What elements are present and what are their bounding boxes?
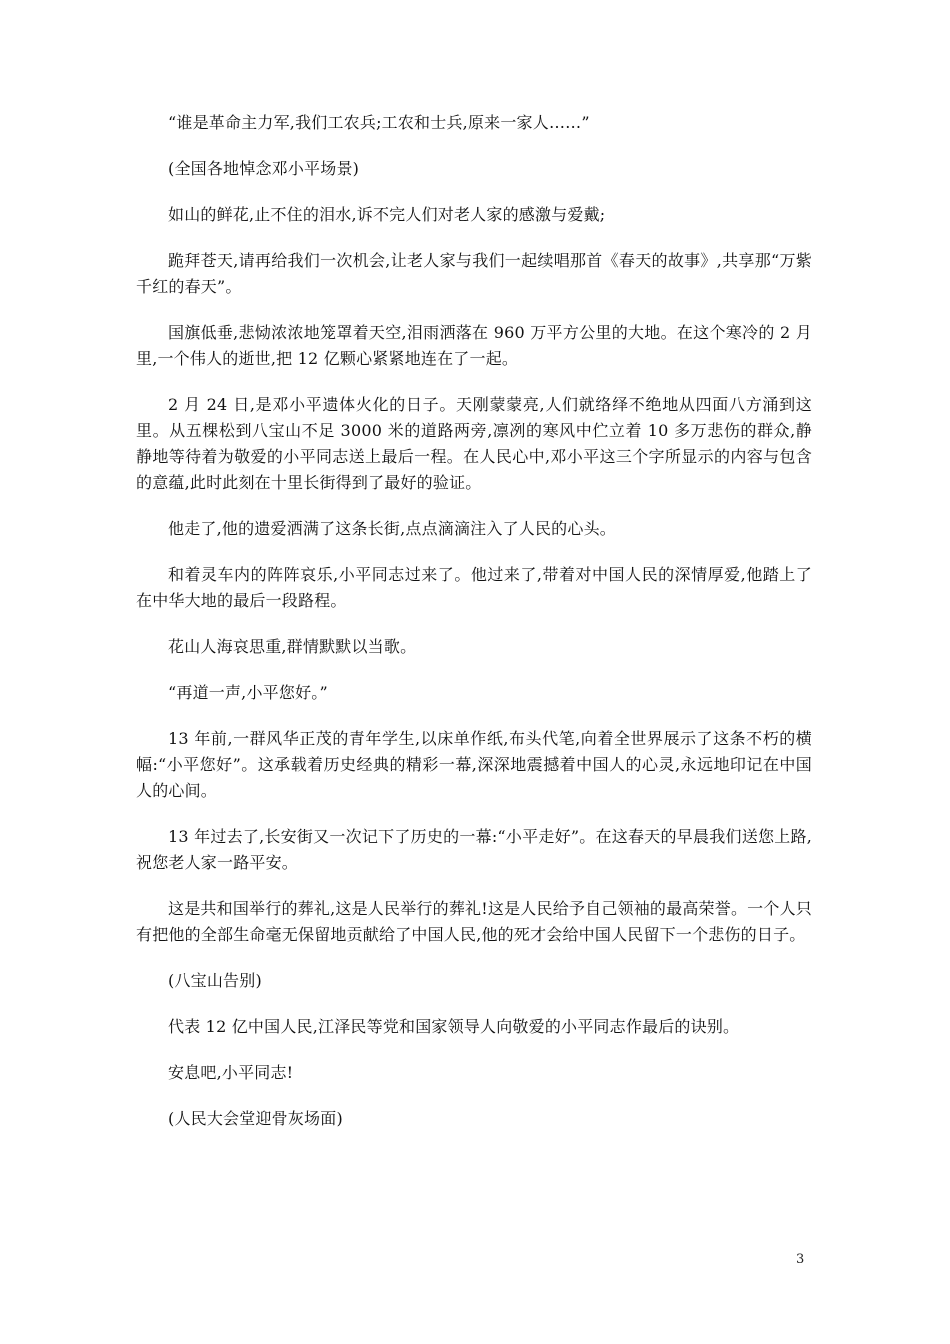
paragraph-10: “再道一声,小平您好。”	[168, 683, 328, 702]
page-number: 3	[796, 1252, 805, 1267]
paragraph-11: 13 年前,一群风华正茂的青年学生,以床单作纸,布头代笔,向着全世界展示了这条不朽的横幅:“小平您好”。这承载着历史经典的精彩一幕,深深地震撼着中国人的心灵,永远地印记在中国人的心间。	[136, 729, 812, 800]
paragraph-14: (八宝山告别)	[168, 971, 262, 990]
paragraph-3: 如山的鲜花,止不住的泪水,诉不完人们对老人家的感激与爱戴;	[168, 205, 606, 224]
paragraph-9: 花山人海哀思重,群情默默以当歌。	[168, 637, 417, 656]
paragraph-1: “谁是革命主力军,我们工农兵;工农和士兵,原来一家人……”	[168, 113, 590, 132]
paragraph-15: 代表 12 亿中国人民,江泽民等党和国家领导人向敬爱的小平同志作最后的诀别。	[168, 1017, 740, 1036]
paragraph-17: (人民大会堂迎骨灰场面)	[168, 1109, 343, 1128]
paragraph-8: 和着灵车内的阵阵哀乐,小平同志过来了。他过来了,带着对中国人民的深情厚爱,他踏上了在中华大地的最后一段路程。	[136, 565, 812, 610]
paragraph-2: (全国各地悼念邓小平场景)	[168, 159, 360, 178]
paragraph-4: 跪拜苍天,请再给我们一次机会,让老人家与我们一起续唱那首《春天的故事》,共享那“万紫千红的春天”。	[136, 251, 812, 296]
paragraph-7: 他走了,他的遗爱洒满了这条长街,点点滴滴注入了人民的心头。	[168, 519, 616, 538]
document-body	[136, 110, 812, 1152]
paragraph-13: 这是共和国举行的葬礼,这是人民举行的葬礼!这是人民给予自己领袖的最高荣誉。一个人只有把他的全部生命毫无保留地贡献给了中国人民,他的死才会给中国人民留下一个悲伤的日子。	[136, 899, 812, 944]
paragraph-12: 13 年过去了,长安街又一次记下了历史的一幕:“小平走好”。在这春天的早晨我们送您上路,祝您老人家一路平安。	[136, 827, 812, 872]
paragraph-5: 国旗低垂,悲恸浓浓地笼罩着天空,泪雨洒落在 960 万平方公里的大地。在这个寒冷的 2 月里,一个伟人的逝世,把 12 亿颗心紧紧地连在了一起。	[136, 323, 812, 368]
paragraph-16: 安息吧,小平同志!	[168, 1063, 294, 1082]
paragraph-6: 2 月 24 日,是邓小平遗体火化的日子。天刚蒙蒙亮,人们就络绎不绝地从四面八方涌到这里。从五棵松到八宝山不足 3000 米的道路两旁,凛冽的寒风中伫立着 10 多万悲伤的群众,静静地等待着为敬爱的小平同志送上最后一程。在人民心中,邓小平这三个字所显示的内容与包含的意蕴,此时此刻在十里长街得到了最好的验证。	[136, 395, 812, 492]
